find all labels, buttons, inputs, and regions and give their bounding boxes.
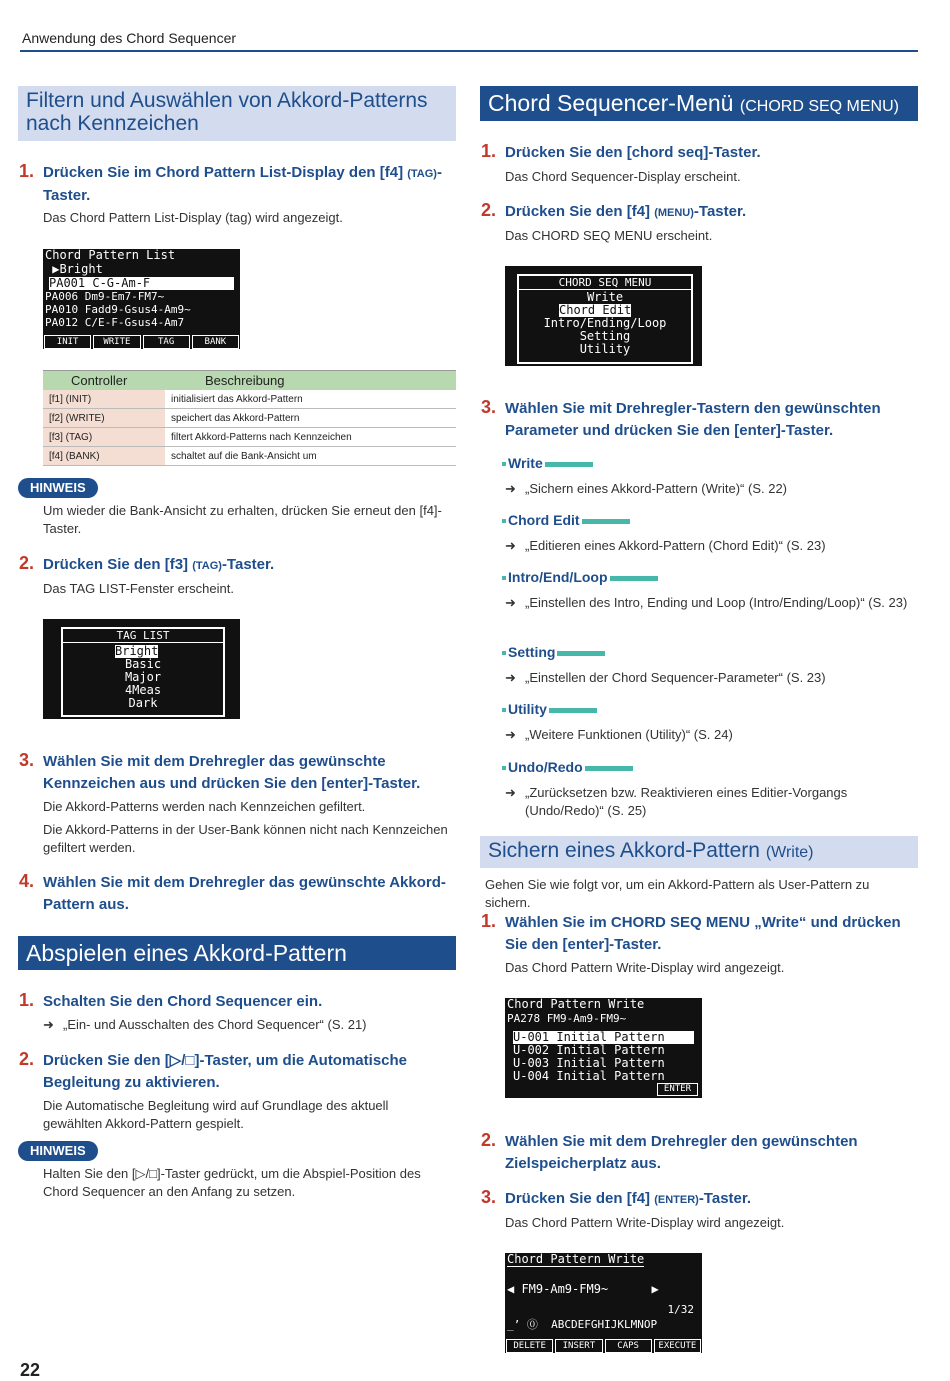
step-3-desc-2: Die Akkord-Patterns in der User-Bank können nicht nach Kennzeichen gefiltert werden. (43, 822, 448, 855)
param-write: Write (502, 455, 593, 471)
step-1-write: 1. Wählen Sie im CHORD SEQ MENU „Write“ und drücken Sie den [enter]-Taster. (481, 911, 901, 953)
lcd-chord-pattern-write: Chord Pattern Write PA278 FM9-Am9-FM9~ U-001 Initial Pattern U-002 Initial Pattern U-003 Initial Pattern U-004 Initial Pattern ENTER (505, 998, 702, 1098)
arrow-right-icon: ➜ (505, 538, 516, 553)
write-intro: Gehen Sie wie folgt vor, um ein Akkord-Pattern als User-Pattern zu sichern. (485, 877, 870, 910)
table-row: [f4] (BANK) schaltet auf die Bank-Ansicht um (43, 447, 456, 466)
cross-reference[interactable]: ➜ „Einstellen des Intro, Ending und Loop (Intro/Ending/Loop)“ (S. 23) (505, 595, 908, 610)
param-setting: Setting (502, 644, 605, 660)
step-3-filter: 3. Wählen Sie mit dem Drehregler das gewünschte Kennzeichen aus und drücken Sie den [enter]-Taster. (19, 750, 421, 792)
arrow-right-icon: ➜ (505, 670, 516, 685)
step-2-write: 2. Wählen Sie mit dem Drehregler den gewünschten Zielspeicherplatz aus. (481, 1130, 858, 1172)
step-3-menu: 3. Wählen Sie mit Drehregler-Tastern den gewünschten Parameter und drücken Sie den [enter]-Taster. (481, 397, 881, 439)
arrow-right-icon: ➜ (505, 481, 516, 496)
arrow-right-icon: ➜ (43, 1017, 54, 1032)
cross-reference[interactable]: ➜ „Editieren eines Akkord-Pattern (Chord Edit)“ (S. 23) (505, 538, 826, 553)
arrow-right-icon: ➜ (505, 595, 516, 610)
step-number: 1. (19, 161, 35, 181)
step-4-filter: 4. Wählen Sie mit dem Drehregler das gewünschte Akkord-Pattern aus. (19, 871, 446, 913)
step-2-play: 2. Drücken Sie den [▷/□]-Taster, um die Automatische Begleitung zu aktivieren. (19, 1049, 408, 1091)
hinweis-badge: HINWEIS (18, 478, 98, 498)
lcd-chord-seq-menu: CHORD SEQ MENU Write Chord Edit Intro/Ending/Loop Setting Utility (505, 266, 702, 366)
step-2-menu: 2. Drücken Sie den [f4] (MENU)-Taster. (481, 200, 747, 220)
cross-reference[interactable]: ➜ „Ein- und Ausschalten des Chord Sequencer“ (S. 21) (43, 1017, 367, 1032)
cross-reference[interactable]: ➜ „Weitere Funktionen (Utility)“ (S. 24) (505, 727, 733, 742)
lcd-function-buttons: DELETE INSERT CAPS EXECUTE (505, 1339, 702, 1353)
param-utility: Utility (502, 701, 597, 717)
cross-reference[interactable]: ➜ „Sichern eines Akkord-Pattern (Write)“ (S. 22) (505, 481, 788, 496)
hinweis-text: Halten Sie den [▷/□]-Taster gedrückt, um die Abspiel-Position des Chord Sequencer an den Anfang zu setzen. (43, 1166, 421, 1199)
section-title-menu: Chord Sequencer-Menü (CHORD SEQ MENU) (480, 86, 918, 121)
table-row: [f2] (WRITE) speichert das Akkord-Pattern (43, 409, 456, 428)
step-2-filter: 2. Drücken Sie den [f3] (TAG)-Taster. (19, 553, 275, 573)
step-2-play-desc: Die Automatische Begleitung wird auf Grundlage des aktuell gewählten Akkord-Pattern gespielt. (43, 1098, 389, 1131)
step-1-play: 1. Schalten Sie den Chord Sequencer ein. (19, 990, 323, 1010)
section-title-write: Sichern eines Akkord-Pattern (Write) (480, 836, 918, 868)
arrow-right-icon: ➜ (505, 727, 516, 742)
step-1-filter: 1. Drücken Sie im Chord Pattern List-Display den [f4] (TAG)-Taster. (19, 161, 442, 204)
step-2-menu-desc: Das CHORD SEQ MENU erscheint. (505, 228, 713, 243)
lcd-chord-pattern-write-edit: Chord Pattern Write ◀ FM9-Am9-FM9~ ▶ 1/32 _’ ⓪ ABCDEFGHIJKLMNOP DELETE INSERT CAPS EXECUTE (505, 1253, 702, 1353)
lcd-tag-list: TAG LIST Bright Basic Major 4Meas Dark (43, 619, 240, 719)
step-2-desc: Das TAG LIST-Fenster erscheint. (43, 581, 234, 596)
step-1-menu-desc: Das Chord Sequencer-Display erscheint. (505, 169, 741, 184)
arrow-right-icon: ➜ (505, 785, 516, 800)
page-number: 22 (20, 1360, 41, 1380)
section-title-play: Abspielen eines Akkord-Pattern (18, 936, 456, 970)
table-row: [f3] (TAG) filtert Akkord-Patterns nach Kennzeichen (43, 428, 456, 447)
lcd-chord-pattern-list: Chord Pattern List ▶Bright PA001 C-G-Am-F PA006 Dm9-Em7-FM7~ PA010 Fadd9-Gsus4-Am9~ PA012 C/E-F-Gsus4-Am7 INIT WRITE TAG BANK (43, 249, 240, 349)
controller-table: Controller Beschreibung [f1] (INIT) initialisiert das Akkord-Pattern [f2] (WRITE) speichert das Akkord-Pattern [f3] (TAG) filtert Akkord-Patterns nach Kennzeichen [f4] (BANK) schaltet auf die Bank-Ansicht um (43, 370, 456, 466)
header-rule (20, 50, 918, 52)
step-1-write-desc: Das Chord Pattern Write-Display wird angezeigt. (505, 960, 785, 975)
hinweis-badge: HINWEIS (18, 1141, 98, 1161)
step-1-menu: 1. Drücken Sie den [chord seq]-Taster. (481, 141, 761, 161)
lcd-function-buttons: INIT WRITE TAG BANK (43, 335, 240, 349)
step-3-desc-1: Die Akkord-Patterns werden nach Kennzeichen gefiltert. (43, 799, 366, 814)
step-1-desc: Das Chord Pattern List-Display (tag) wird angezeigt. (43, 210, 343, 225)
section-title-filter: Filtern und Auswählen von Akkord-Patterns nach Kennzeichen (18, 86, 456, 141)
param-chord-edit: Chord Edit (502, 512, 630, 528)
step-3-write: 3. Drücken Sie den [f4] (ENTER)-Taster. (481, 1187, 752, 1207)
param-intro-end-loop: Intro/End/Loop (502, 569, 658, 585)
cross-reference[interactable]: ➜ „Einstellen der Chord Sequencer-Parameter“ (S. 23) (505, 670, 826, 685)
param-undo-redo: Undo/Redo (502, 759, 633, 775)
cross-reference[interactable]: ➜ „Zurücksetzen bzw. Reaktivieren eines Editier-Vorgangs (Undo/Redo)“ (S. 25) (505, 785, 848, 818)
running-header: Anwendung des Chord Sequencer (22, 30, 237, 46)
table-row: [f1] (INIT) initialisiert das Akkord-Pattern (43, 390, 456, 409)
hinweis-text: Um wieder die Bank-Ansicht zu erhalten, drücken Sie erneut den [f4]-Taster. (43, 503, 442, 536)
step-3-write-desc: Das Chord Pattern Write-Display wird angezeigt. (505, 1215, 785, 1230)
